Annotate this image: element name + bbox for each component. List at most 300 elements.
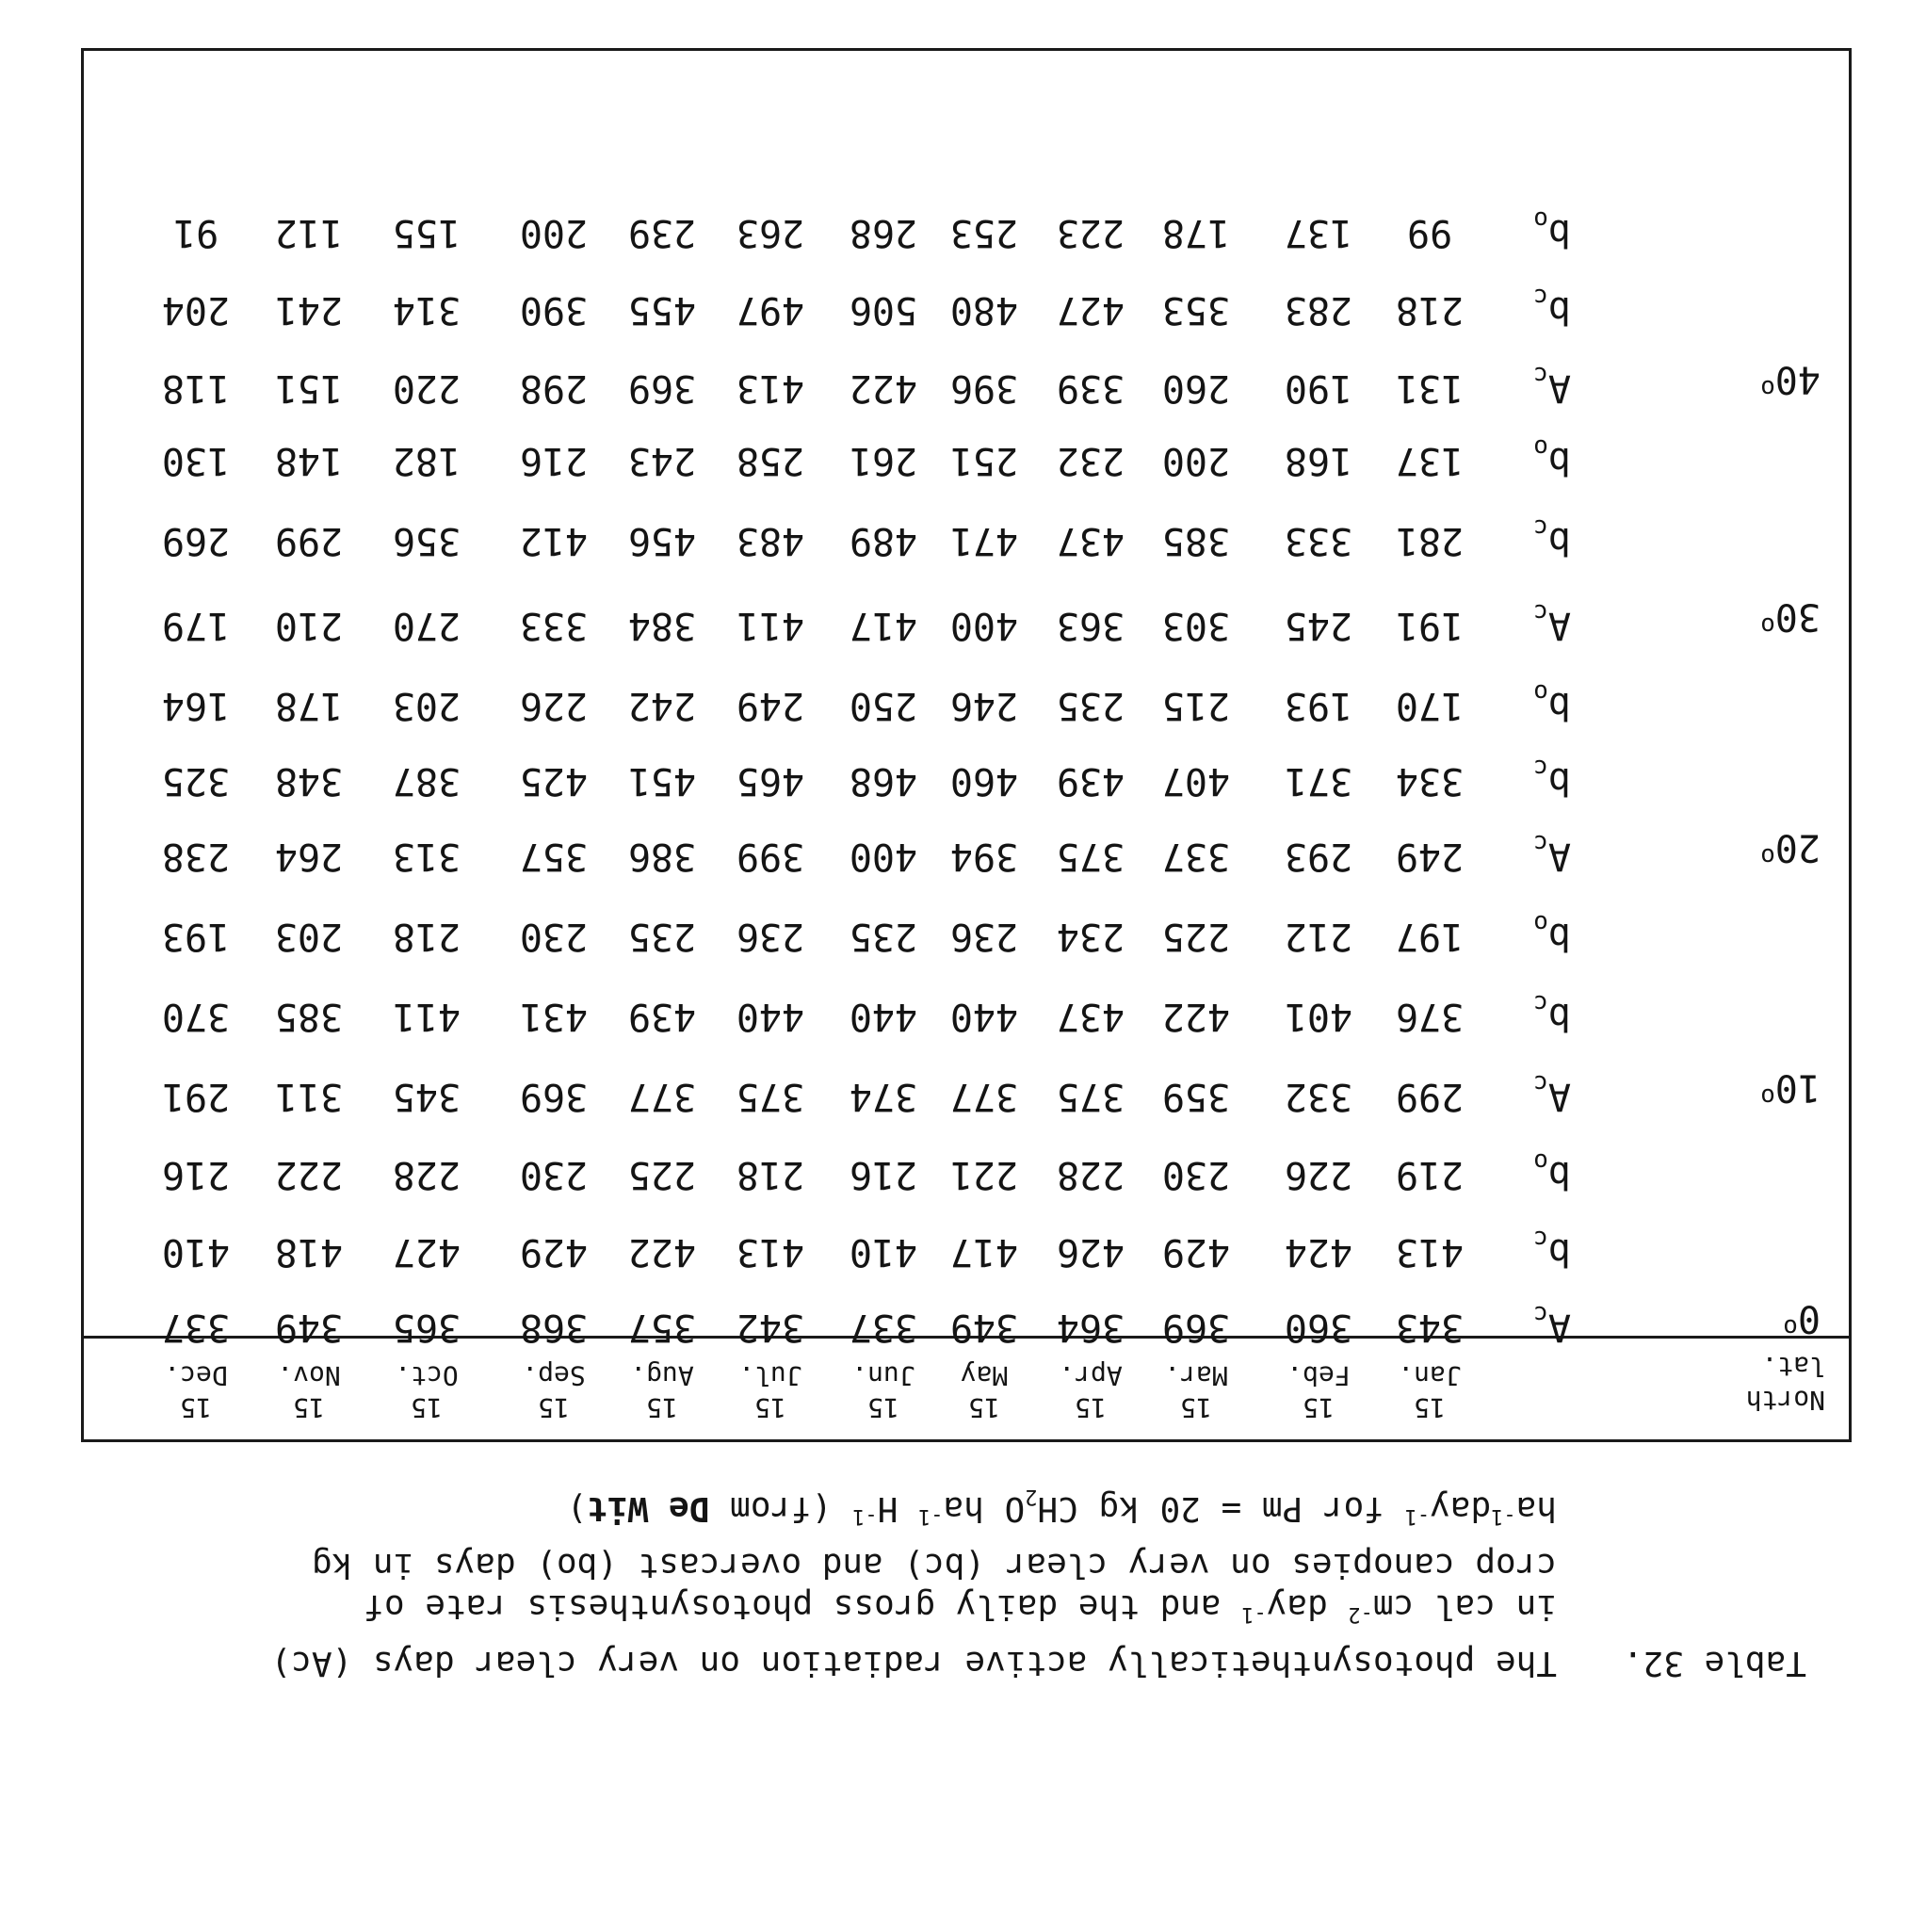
table-cell: 253 bbox=[949, 211, 1019, 254]
table-cell: 371 bbox=[1284, 759, 1353, 803]
table-cell: 334 bbox=[1395, 759, 1465, 803]
table-cell: 407 bbox=[1161, 759, 1231, 803]
row-symbol: b bbox=[1547, 211, 1571, 254]
caption-text-2a: in cal cm bbox=[1372, 1587, 1557, 1626]
table-cell: 314 bbox=[392, 288, 461, 332]
row-subscript: c bbox=[1533, 1069, 1548, 1097]
table-cell: 369 bbox=[1161, 1306, 1231, 1349]
table-cell: 151 bbox=[274, 366, 344, 410]
table-cell: 440 bbox=[736, 995, 805, 1038]
table-cell: 349 bbox=[274, 1306, 344, 1349]
table-cell: 440 bbox=[849, 995, 918, 1038]
table-cell: 413 bbox=[1395, 1230, 1465, 1274]
table-cell: 356 bbox=[392, 519, 461, 562]
caption-text-1: The photosynthetically active radiation on very clear days (Ac) bbox=[270, 1644, 1557, 1682]
table-cell: 390 bbox=[519, 288, 589, 332]
row-subscript: c bbox=[1533, 1300, 1548, 1328]
caption-text-2b: day bbox=[1266, 1587, 1349, 1626]
month-header bbox=[832, 1359, 935, 1423]
month-header bbox=[1039, 1359, 1142, 1423]
table-cell: 212 bbox=[1284, 915, 1353, 958]
table-cell: 399 bbox=[736, 835, 805, 878]
table-cell: 204 bbox=[161, 288, 231, 332]
table-cell: 439 bbox=[1056, 759, 1125, 803]
table-cell: 337 bbox=[161, 1306, 231, 1349]
table-cell: 218 bbox=[1395, 288, 1465, 332]
table-cell: 364 bbox=[1056, 1306, 1125, 1349]
table-cell: 268 bbox=[849, 211, 918, 254]
degree-mark: o bbox=[1760, 611, 1775, 640]
month-header bbox=[610, 1359, 714, 1423]
table-cell: 200 bbox=[519, 211, 589, 254]
latitude-label bbox=[1760, 359, 1821, 409]
table-cell: 417 bbox=[849, 604, 918, 647]
table-cell: 429 bbox=[519, 1230, 589, 1274]
table-cell: 468 bbox=[849, 759, 918, 803]
month-header bbox=[502, 1359, 606, 1423]
table-cell: 342 bbox=[736, 1306, 805, 1349]
row-symbol: A bbox=[1547, 604, 1571, 647]
month-header bbox=[1378, 1359, 1481, 1423]
row-label bbox=[1533, 747, 1571, 802]
caption-text-4e: H bbox=[877, 1489, 919, 1528]
row-label bbox=[1533, 1063, 1571, 1117]
table-cell: 232 bbox=[1056, 439, 1125, 482]
latitude-label bbox=[1760, 596, 1821, 646]
caption-sup: -1 bbox=[918, 1504, 944, 1528]
row-subscript: o bbox=[1533, 205, 1548, 234]
table-cell: 374 bbox=[849, 1075, 918, 1118]
table-cell: 193 bbox=[1284, 684, 1353, 727]
table-cell: 369 bbox=[627, 366, 697, 410]
latitude-value: 40 bbox=[1774, 357, 1821, 401]
row-symbol: b bbox=[1547, 1153, 1571, 1196]
table-cell: 222 bbox=[274, 1153, 344, 1196]
table-cell: 299 bbox=[274, 519, 344, 562]
month-name: Nov. bbox=[277, 1360, 341, 1391]
header-north: North bbox=[1745, 1385, 1825, 1416]
row-label bbox=[1533, 1141, 1571, 1195]
table-cell: 396 bbox=[949, 366, 1019, 410]
table-cell: 343 bbox=[1395, 1306, 1465, 1349]
table-caption bbox=[111, 1484, 1806, 1687]
row-label bbox=[1533, 822, 1571, 877]
table-cell: 422 bbox=[1161, 995, 1231, 1038]
table-cell: 190 bbox=[1284, 366, 1353, 410]
table-cell: 455 bbox=[627, 288, 697, 332]
table-cell: 264 bbox=[274, 835, 344, 878]
table-cell: 412 bbox=[519, 519, 589, 562]
table-cell: 359 bbox=[1161, 1075, 1231, 1118]
table-cell: 353 bbox=[1161, 288, 1231, 332]
table-cell: 219 bbox=[1395, 1153, 1465, 1196]
table-cell: 137 bbox=[1395, 439, 1465, 482]
table-cell: 112 bbox=[274, 211, 344, 254]
month-name: Feb. bbox=[1287, 1360, 1351, 1391]
row-subscript: o bbox=[1533, 678, 1548, 706]
table-cell: 223 bbox=[1056, 211, 1125, 254]
table-cell: 497 bbox=[736, 288, 805, 332]
row-label bbox=[1533, 354, 1571, 409]
row-label bbox=[1533, 199, 1571, 253]
table-cell: 235 bbox=[1056, 684, 1125, 727]
month-day: 15 bbox=[411, 1392, 443, 1423]
table-cell: 298 bbox=[519, 366, 589, 410]
table-cell: 130 bbox=[161, 439, 231, 482]
table-cell: 239 bbox=[627, 211, 697, 254]
table-cell: 168 bbox=[1284, 439, 1353, 482]
table-cell: 235 bbox=[627, 915, 697, 958]
caption-sub: 2 bbox=[1025, 1484, 1038, 1508]
latitude-value: 20 bbox=[1774, 825, 1821, 869]
table-cell: 221 bbox=[949, 1153, 1019, 1196]
row-label bbox=[1533, 982, 1571, 1037]
table-cell: 228 bbox=[392, 1153, 461, 1196]
table-cell: 325 bbox=[161, 759, 231, 803]
table-cell: 422 bbox=[627, 1230, 697, 1274]
degree-mark: o bbox=[1783, 1313, 1798, 1341]
row-symbol: A bbox=[1547, 366, 1571, 410]
table-cell: 283 bbox=[1284, 288, 1353, 332]
table-cell: 258 bbox=[736, 439, 805, 482]
table-cell: 200 bbox=[1161, 439, 1231, 482]
table-cell: 360 bbox=[1284, 1306, 1353, 1349]
table-cell: 357 bbox=[627, 1306, 697, 1349]
table-cell: 226 bbox=[1284, 1153, 1353, 1196]
month-name: Aug. bbox=[630, 1360, 694, 1391]
table-cell: 480 bbox=[949, 288, 1019, 332]
table-cell: 427 bbox=[1056, 288, 1125, 332]
table-cell: 431 bbox=[519, 995, 589, 1038]
month-name: Apr. bbox=[1059, 1360, 1123, 1391]
table-cell: 148 bbox=[274, 439, 344, 482]
month-day: 15 bbox=[867, 1392, 899, 1423]
table-cell: 179 bbox=[161, 604, 231, 647]
month-name: Mar. bbox=[1164, 1360, 1228, 1391]
table-cell: 182 bbox=[392, 439, 461, 482]
table-cell: 506 bbox=[849, 288, 918, 332]
month-name: Jul. bbox=[738, 1360, 802, 1391]
degree-mark: o bbox=[1760, 1082, 1775, 1111]
table-cell: 197 bbox=[1395, 915, 1465, 958]
table-cell: 131 bbox=[1395, 366, 1465, 410]
table-cell: 460 bbox=[949, 759, 1019, 803]
table-cell: 370 bbox=[161, 995, 231, 1038]
row-subscript: c bbox=[1533, 513, 1548, 542]
row-subscript: o bbox=[1533, 433, 1548, 462]
row-subscript: c bbox=[1533, 361, 1548, 389]
caption-text-4b: day bbox=[1430, 1489, 1492, 1528]
table-number: Table 32. bbox=[1622, 1644, 1806, 1682]
table-cell: 118 bbox=[161, 366, 231, 410]
caption-line-3 bbox=[111, 1540, 1806, 1589]
table-cell: 385 bbox=[274, 995, 344, 1038]
table-cell: 234 bbox=[1056, 915, 1125, 958]
caption-sup: -1 bbox=[1491, 1504, 1516, 1528]
row-symbol: b bbox=[1547, 439, 1571, 482]
caption-line-1 bbox=[111, 1638, 1806, 1687]
month-day: 15 bbox=[1075, 1392, 1107, 1423]
table-cell: 281 bbox=[1395, 519, 1465, 562]
table-cell: 164 bbox=[161, 684, 231, 727]
header-lat: lat. bbox=[1761, 1351, 1825, 1382]
table-cell: 422 bbox=[849, 366, 918, 410]
row-subscript: o bbox=[1533, 1147, 1548, 1176]
row-symbol: A bbox=[1547, 1075, 1571, 1118]
table-cell: 413 bbox=[736, 366, 805, 410]
row-symbol: b bbox=[1547, 1230, 1571, 1274]
table-cell: 220 bbox=[392, 366, 461, 410]
table-cell: 291 bbox=[161, 1075, 231, 1118]
table-cell: 99 bbox=[1406, 211, 1453, 254]
table-cell: 418 bbox=[274, 1230, 344, 1274]
table-cell: 489 bbox=[849, 519, 918, 562]
table-cell: 216 bbox=[161, 1153, 231, 1196]
month-header bbox=[719, 1359, 822, 1423]
table-cell: 365 bbox=[392, 1306, 461, 1349]
row-subscript: o bbox=[1533, 909, 1548, 937]
table-cell: 193 bbox=[161, 915, 231, 958]
latitude-value: 10 bbox=[1774, 1065, 1821, 1110]
table-cell: 225 bbox=[627, 1153, 697, 1196]
caption-source: De Wit bbox=[587, 1489, 710, 1528]
table-cell: 238 bbox=[161, 835, 231, 878]
row-subscript: c bbox=[1533, 1225, 1548, 1253]
table-cell: 333 bbox=[1284, 519, 1353, 562]
caption-sup: -2 bbox=[1348, 1602, 1373, 1626]
month-day: 15 bbox=[968, 1392, 1000, 1423]
row-symbol: b bbox=[1547, 288, 1571, 332]
table-cell: 203 bbox=[274, 915, 344, 958]
table-cell: 91 bbox=[172, 211, 219, 254]
table-cell: 170 bbox=[1395, 684, 1465, 727]
caption-text-4g: ) bbox=[566, 1489, 588, 1528]
table-cell: 363 bbox=[1056, 604, 1125, 647]
table-cell: 250 bbox=[849, 684, 918, 727]
row-symbol: b bbox=[1547, 759, 1571, 803]
table-cell: 400 bbox=[949, 604, 1019, 647]
month-name: Jun. bbox=[851, 1360, 915, 1391]
month-day: 15 bbox=[293, 1392, 325, 1423]
table-cell: 218 bbox=[392, 915, 461, 958]
table-cell: 357 bbox=[519, 835, 589, 878]
table-cell: 216 bbox=[849, 1153, 918, 1196]
table-cell: 269 bbox=[161, 519, 231, 562]
table-cell: 410 bbox=[161, 1230, 231, 1274]
month-name: Oct. bbox=[395, 1360, 459, 1391]
row-subscript: c bbox=[1533, 829, 1548, 857]
caption-text-4f: (from bbox=[709, 1489, 853, 1528]
table-cell: 313 bbox=[392, 835, 461, 878]
table-cell: 471 bbox=[949, 519, 1019, 562]
table-cell: 375 bbox=[736, 1075, 805, 1118]
table-cell: 456 bbox=[627, 519, 697, 562]
month-name: Jan. bbox=[1398, 1360, 1462, 1391]
table-cell: 230 bbox=[519, 1153, 589, 1196]
table-cell: 483 bbox=[736, 519, 805, 562]
month-day: 15 bbox=[1180, 1392, 1212, 1423]
row-subscript: c bbox=[1533, 989, 1548, 1017]
degree-mark: o bbox=[1760, 374, 1775, 402]
row-label bbox=[1533, 902, 1571, 957]
table-cell: 178 bbox=[274, 684, 344, 727]
table-cell: 417 bbox=[949, 1230, 1019, 1274]
table-cell: 376 bbox=[1395, 995, 1465, 1038]
row-label bbox=[1533, 276, 1571, 331]
caption-text-4a: ha bbox=[1515, 1489, 1557, 1528]
table-cell: 245 bbox=[1284, 604, 1353, 647]
table-cell: 386 bbox=[627, 835, 697, 878]
table-cell: 451 bbox=[627, 759, 697, 803]
table-cell: 210 bbox=[274, 604, 344, 647]
table-cell: 333 bbox=[519, 604, 589, 647]
table-cell: 427 bbox=[392, 1230, 461, 1274]
table-cell: 465 bbox=[736, 759, 805, 803]
table-cell: 410 bbox=[849, 1230, 918, 1274]
table-cell: 215 bbox=[1161, 684, 1231, 727]
table-cell: 299 bbox=[1395, 1075, 1465, 1118]
table-cell: 425 bbox=[519, 759, 589, 803]
month-day: 15 bbox=[754, 1392, 786, 1423]
table-cell: 332 bbox=[1284, 1075, 1353, 1118]
row-label bbox=[1533, 427, 1571, 481]
row-label bbox=[1533, 1293, 1571, 1348]
table-cell: 400 bbox=[849, 835, 918, 878]
table-cell: 263 bbox=[736, 211, 805, 254]
table-cell: 348 bbox=[274, 759, 344, 803]
table-cell: 249 bbox=[1395, 835, 1465, 878]
table-cell: 246 bbox=[949, 684, 1019, 727]
table-cell: 387 bbox=[392, 759, 461, 803]
month-day: 15 bbox=[1303, 1392, 1335, 1423]
table-cell: 137 bbox=[1284, 211, 1353, 254]
month-day: 15 bbox=[538, 1392, 570, 1423]
caption-text-4d: O ha bbox=[943, 1489, 1026, 1528]
table-cell: 394 bbox=[949, 835, 1019, 878]
caption-text-3: crop canopies on very clear (bc) and overcast (bo) days in kg bbox=[311, 1546, 1557, 1584]
table-cell: 440 bbox=[949, 995, 1019, 1038]
table-cell: 429 bbox=[1161, 1230, 1231, 1274]
caption-sup: -1 bbox=[1241, 1602, 1267, 1626]
table-cell: 375 bbox=[1056, 1075, 1125, 1118]
caption-sup: -1 bbox=[852, 1504, 878, 1528]
table-cell: 216 bbox=[519, 439, 589, 482]
table-cell: 439 bbox=[627, 995, 697, 1038]
latitude-label bbox=[1760, 827, 1821, 877]
month-header bbox=[375, 1359, 478, 1423]
month-header bbox=[144, 1359, 248, 1423]
table-cell: 303 bbox=[1161, 604, 1231, 647]
table-cell: 155 bbox=[392, 211, 461, 254]
table-cell: 226 bbox=[519, 684, 589, 727]
table-cell: 377 bbox=[949, 1075, 1019, 1118]
latitude-value: 30 bbox=[1774, 594, 1821, 639]
table-cell: 337 bbox=[1161, 835, 1231, 878]
month-name: Dec. bbox=[164, 1360, 228, 1391]
table-cell: 236 bbox=[736, 915, 805, 958]
month-day: 15 bbox=[180, 1392, 212, 1423]
table-cell: 191 bbox=[1395, 604, 1465, 647]
table-cell: 369 bbox=[519, 1075, 589, 1118]
row-subscript: c bbox=[1533, 283, 1548, 311]
table-cell: 270 bbox=[392, 604, 461, 647]
table-cell: 375 bbox=[1056, 835, 1125, 878]
table-cell: 349 bbox=[949, 1306, 1019, 1349]
table-cell: 377 bbox=[627, 1075, 697, 1118]
degree-mark: o bbox=[1760, 842, 1775, 870]
table-cell: 241 bbox=[274, 288, 344, 332]
table-cell: 260 bbox=[1161, 366, 1231, 410]
table-cell: 424 bbox=[1284, 1230, 1353, 1274]
table-cell: 243 bbox=[627, 439, 697, 482]
table-cell: 230 bbox=[1161, 1153, 1231, 1196]
table-cell: 337 bbox=[849, 1306, 918, 1349]
table-cell: 251 bbox=[949, 439, 1019, 482]
latitude-label bbox=[1760, 1067, 1821, 1117]
row-symbol: b bbox=[1547, 995, 1571, 1038]
month-name: Sep. bbox=[522, 1360, 586, 1391]
row-label bbox=[1533, 507, 1571, 561]
month-header bbox=[257, 1359, 361, 1423]
table-cell: 385 bbox=[1161, 519, 1231, 562]
table-cell: 401 bbox=[1284, 995, 1353, 1038]
table-cell: 228 bbox=[1056, 1153, 1125, 1196]
row-symbol: A bbox=[1547, 835, 1571, 878]
caption-sup: -1 bbox=[1404, 1504, 1431, 1528]
month-name: May bbox=[960, 1360, 1009, 1391]
caption-text-4c: for Pm = 20 kg CH bbox=[1037, 1489, 1405, 1528]
table-cell: 203 bbox=[392, 684, 461, 727]
row-symbol: b bbox=[1547, 915, 1571, 958]
latitude-label bbox=[1783, 1298, 1821, 1348]
row-symbol: b bbox=[1547, 684, 1571, 727]
table-cell: 242 bbox=[627, 684, 697, 727]
month-header bbox=[1144, 1359, 1248, 1423]
row-label bbox=[1533, 592, 1571, 646]
table-cell: 225 bbox=[1161, 915, 1231, 958]
row-label bbox=[1533, 1218, 1571, 1273]
table-cell: 437 bbox=[1056, 995, 1125, 1038]
month-header bbox=[1267, 1359, 1370, 1423]
table-cell: 437 bbox=[1056, 519, 1125, 562]
table-cell: 235 bbox=[849, 915, 918, 958]
latitude-value: 0 bbox=[1797, 1296, 1821, 1340]
caption-text-2c: and the daily gross photosynthesis rate of bbox=[364, 1587, 1242, 1626]
row-label bbox=[1533, 672, 1571, 726]
row-symbol: b bbox=[1547, 519, 1571, 562]
table-cell: 413 bbox=[736, 1230, 805, 1274]
table-cell: 230 bbox=[519, 915, 589, 958]
row-symbol: A bbox=[1547, 1306, 1571, 1349]
table-cell: 178 bbox=[1161, 211, 1231, 254]
table-cell: 218 bbox=[736, 1153, 805, 1196]
caption-line-2 bbox=[111, 1589, 1806, 1638]
table-cell: 293 bbox=[1284, 835, 1353, 878]
month-header bbox=[932, 1359, 1036, 1423]
row-subscript: c bbox=[1533, 754, 1548, 782]
table-cell: 384 bbox=[627, 604, 697, 647]
table-cell: 426 bbox=[1056, 1230, 1125, 1274]
table-cell: 236 bbox=[949, 915, 1019, 958]
table-cell: 339 bbox=[1056, 366, 1125, 410]
table-cell: 368 bbox=[519, 1306, 589, 1349]
table-cell: 261 bbox=[849, 439, 918, 482]
table-cell: 249 bbox=[736, 684, 805, 727]
table-cell: 411 bbox=[736, 604, 805, 647]
caption-line-4 bbox=[111, 1484, 1806, 1540]
row-subscript: c bbox=[1533, 598, 1548, 626]
table-cell: 345 bbox=[392, 1075, 461, 1118]
